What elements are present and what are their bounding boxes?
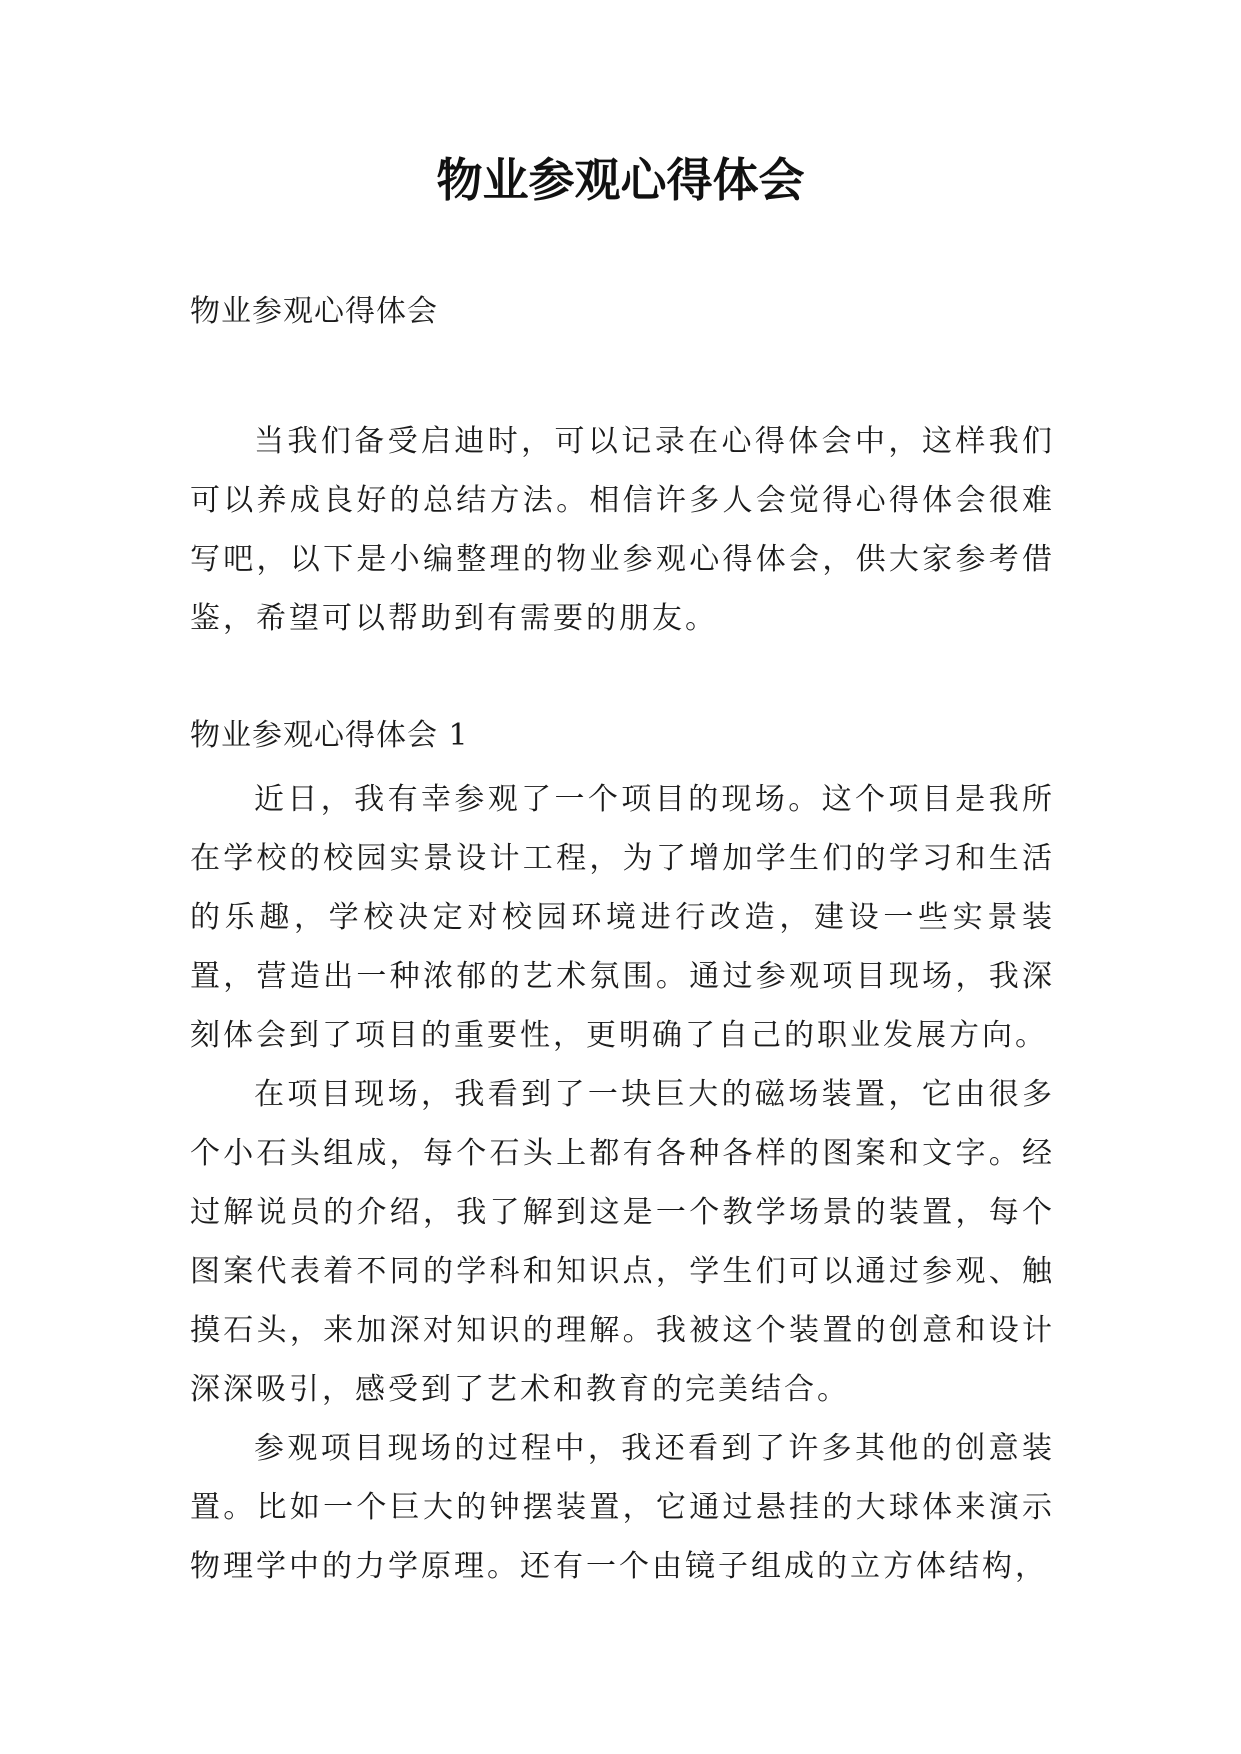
spacer [190,760,1055,770]
document-subtitle: 物业参观心得体会 [190,294,438,329]
spacer [190,648,1055,712]
body-paragraph: 参观项目现场的过程中，我还看到了许多其他的创意装置。比如一个巨大的钟摆装置，它通过悬挂的大球体来演示物理学中的力学原理。还有一个由镜子组成的立方体结构， [190,1431,1055,1584]
document-body [190,288,1055,1596]
body-paragraph: 在项目现场，我看到了一块巨大的磁场装置，它由很多个小石头组成，每个石头上都有各种各样的图案和文字。经过解说员的介绍，我了解到这是一个教学场景的装置，每个图案代表着不同的学科和知识点，学生们可以通过参观、触摸石头，来加深对知识的理解。我被这个装置的创意和设计深深吸引，感受到了艺术和教育的完美结合。 [190,1077,1055,1407]
intro-paragraph: 当我们备受启迪时，可以记录在心得体会中，这样我们可以养成良好的总结方法。相信许多人会觉得心得体会很难写吧，以下是小编整理的物业参观心得体会，供大家参考借鉴，希望可以帮助到有需要的朋友。 [190,424,1055,636]
body-paragraph: 近日，我有幸参观了一个项目的现场。这个项目是我所在学校的校园实景设计工程，为了增加学生们的学习和生活的乐趣，学校决定对校园环境进行改造，建设一些实景装置，营造出一种浓郁的艺术氛围。通过参观项目现场，我深刻体会到了项目的重要性，更明确了自己的职业发展方向。 [190,782,1055,1053]
section-heading: 物业参观心得体会 1 [190,718,469,753]
spacer [190,336,1055,412]
document-title: 物业参观心得体会 [436,153,805,207]
